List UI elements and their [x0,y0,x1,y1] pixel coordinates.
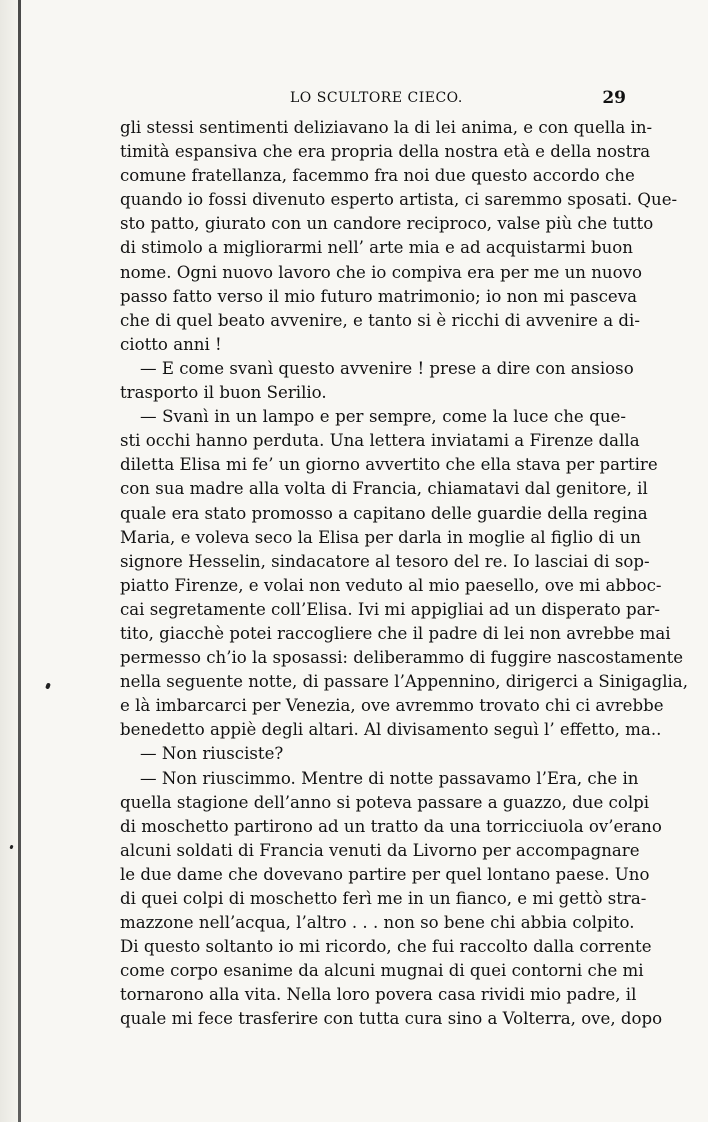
text-line: Maria, e voleva seco la Elisa per darla in moglie al figlio di un [120,527,641,547]
text-line: — Non riusciste? [140,744,284,764]
binding-shadow [0,0,18,1122]
text-line: timità espansiva che era propria della nostra età e della nostra [120,142,651,162]
body-text [120,116,688,1032]
text-line: tornarono alla vita. Nella loro povera casa rividi mio padre, il [120,985,637,1005]
text-line: nella seguente notte, di passare l’Appennino, dirigerci a Sinigaglia, [120,672,688,692]
text-line: — Non riuscimmo. Mentre di notte passavamo l’Era, che in [140,768,639,788]
text-line: piatto Firenze, e volai non veduto al mio paesello, ove mi abboc- [120,575,662,595]
text-line: le due dame che dovevano partire per quel lontano paese. Uno [120,864,650,884]
text-line: benedetto appiè degli altari. Al divisamento seguì l’ effetto, ma.. [120,720,662,740]
text-line: di stimolo a migliorarmi nell’ arte mia e ad acquistarmi buon [120,238,633,258]
text-line: di quei colpi di moschetto ferì me in un fianco, e mi gettò stra- [120,889,647,908]
text-line: signore Hesselin, sindacatore al tesoro del re. Io lasciai di sop- [120,551,650,571]
text-line: come corpo esanime da alcuni mugnai di quei contorni che mi [120,961,644,981]
text-line: che di quel beato avvenire, e tanto si è ricchi di avvenire a di- [120,310,640,330]
page-header [120,90,626,112]
text-line: diletta Elisa mi fe’ un giorno avvertito che ella stava per partire [120,455,658,475]
text-line: sto patto, giurato con un candore reciproco, valse più che tutto [120,214,654,234]
ink-speck [45,682,51,689]
running-title: LO SCULTORE CIECO. [290,90,463,106]
text-line: — Svanì in un lampo e per sempre, come la luce che que- [140,407,626,427]
text-line: Di questo soltanto io mi ricordo, che fui raccolto dalla corrente [120,937,652,957]
text-line: trasporto il buon Serilio. [120,383,327,403]
text-line: sti occhi hanno perduta. Una lettera inviatami a Firenze dalla [120,431,640,451]
text-line: permesso ch’io la sposassi: deliberammo di fuggire nascostamente [120,648,684,668]
text-line: gli stessi sentimenti deliziavano la di lei anima, e con quella in- [120,118,653,137]
page-number: 29 [602,88,626,108]
text-line: di moschetto partirono ad un tratto da una torricciuola ov’erano [120,816,662,836]
text-line: — E come svanì questo avvenire ! prese a dire con ansioso [140,358,634,378]
text-line: quando io fossi divenuto esperto artista, ci saremmo sposati. Que- [120,190,678,210]
text-line: nome. Ogni nuovo lavoro che io compiva era per me un nuovo [120,262,642,282]
text-line: tito, giacchè potei raccogliere che il padre di lei non avrebbe mai [120,623,671,643]
text-line: passo fatto verso il mio futuro matrimonio; io non mi pasceva [120,286,637,306]
text-line: e là imbarcarci per Venezia, ove avremmo trovato chi ci avrebbe [120,696,664,716]
text-line: mazzone nell’acqua, l’altro . . . non so bene chi abbia colpito. [120,913,635,933]
page-binding-edge [18,0,21,1122]
text-line: quella stagione dell’anno si poteva passare a guazzo, due colpi [120,792,650,812]
text-line: ciotto anni ! [120,334,222,354]
text-line: alcuni soldati di Francia venuti da Livorno per accompagnare [120,840,640,860]
text-line: con sua madre alla volta di Francia, chiamatavi dal genitore, il [120,479,648,499]
text-line: cai segretamente coll’Elisa. Ivi mi appigliai ad un disperato par- [120,599,661,619]
text-line: quale mi fece trasferire con tutta cura sino a Volterra, ove, dopo [120,1009,663,1029]
text-line: comune fratellanza, facemmo fra noi due questo accordo che [120,166,635,186]
text-line: quale era stato promosso a capitano delle guardie della regina [120,503,648,523]
